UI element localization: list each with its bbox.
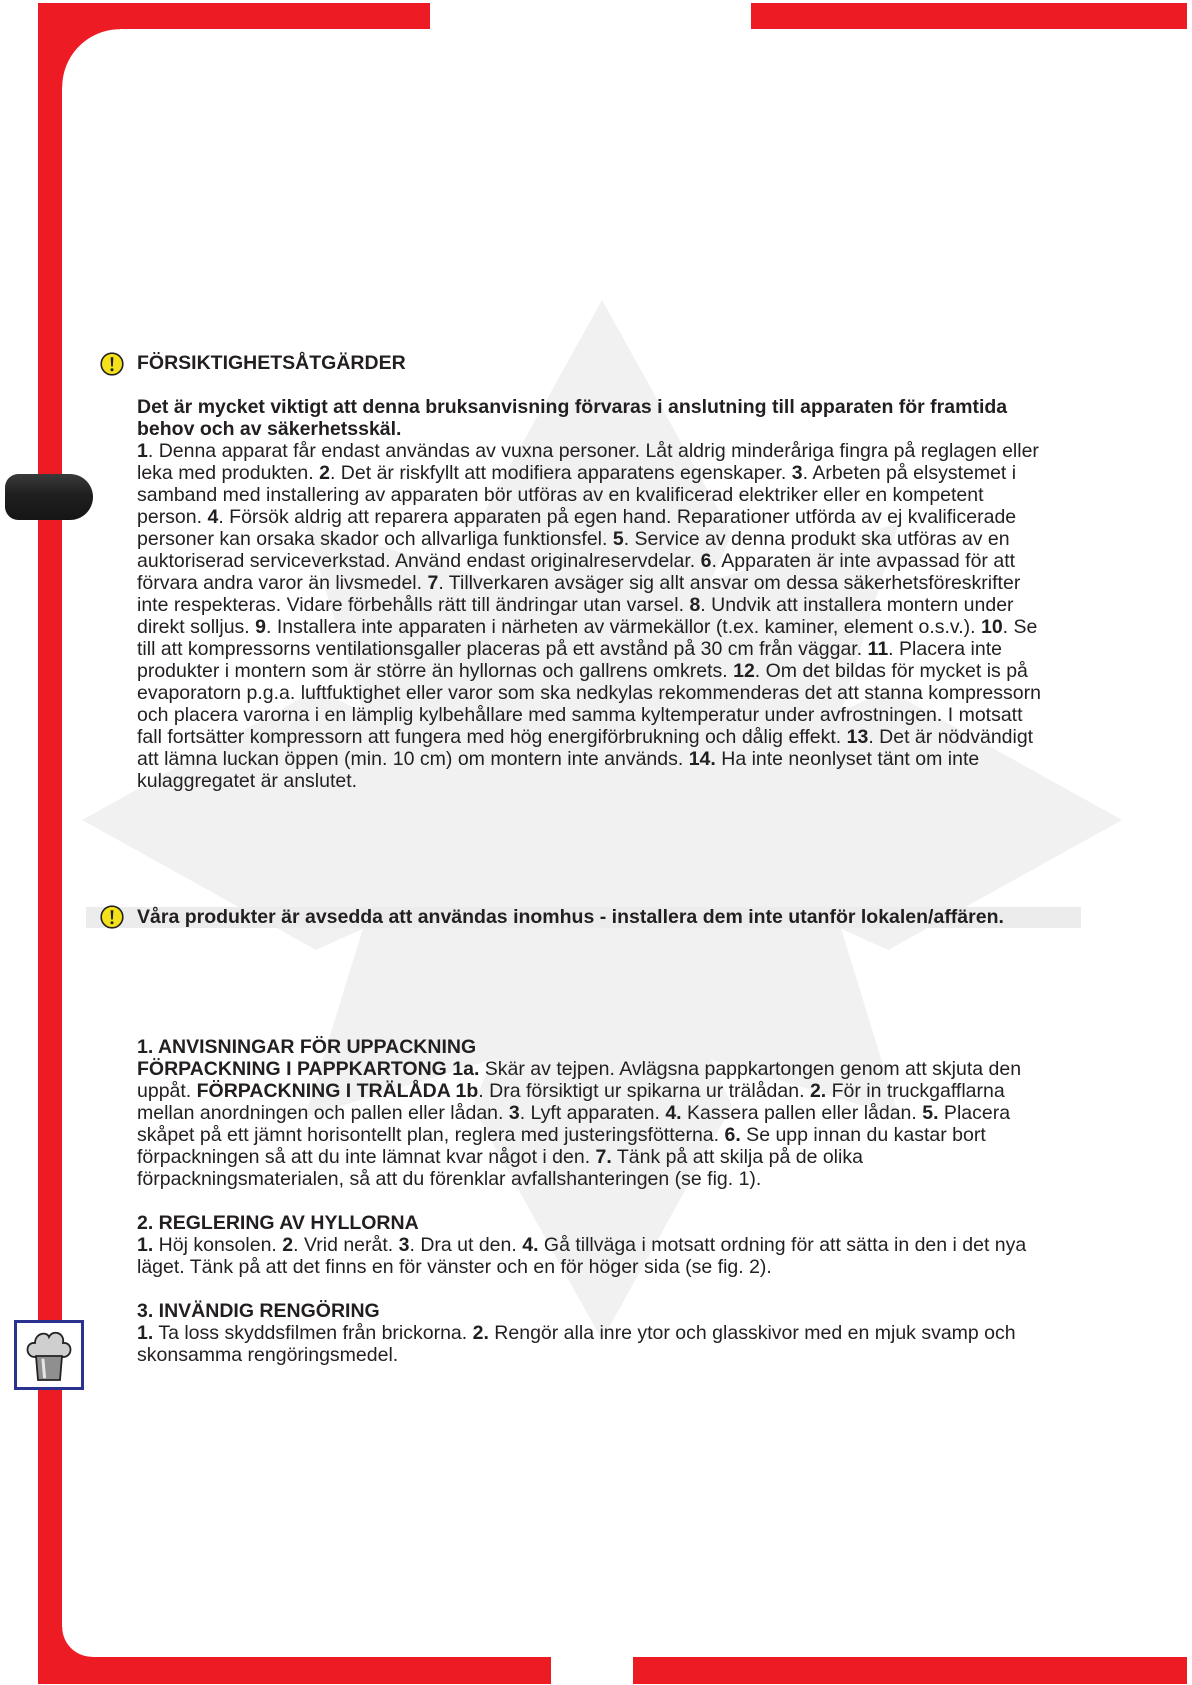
text-line [137, 440, 1041, 462]
text-line [137, 726, 1041, 748]
text-line [137, 1256, 1026, 1278]
text-run: inte respekteras. Vidare förbehålls rätt till ändringar utan varsel. [137, 594, 690, 616]
bold-run: 6 [700, 550, 712, 572]
bold-run: FÖRPACKNING I PAPPKARTONG 1a. [137, 1058, 480, 1080]
text-run: Se upp innan du kastar bort [740, 1124, 986, 1146]
indoor-warning [137, 906, 1004, 928]
bold-run: 5 [612, 528, 624, 550]
text-line [137, 638, 1041, 660]
bold-run: 8 [689, 594, 701, 616]
bold-run: 7 [427, 572, 439, 594]
text-run: skåpet på ett jämnt horisontellt plan, reglera med justeringsfötterna. [137, 1124, 725, 1146]
text-run: till att kompressorns ventilationsgaller placeras på ett avstånd på 30 cm från väggar. [137, 638, 868, 660]
text-run: personer kan orsaka skador och allvarliga funktionsfel. [137, 528, 613, 550]
bold-run: 4. [522, 1234, 539, 1256]
text-run: kulaggregatet är anslutet. [137, 770, 358, 792]
text-run: produkter i montern som är större än hyllornas och gallrens omkrets. [137, 660, 734, 682]
bold-run: 11 [867, 638, 889, 660]
text-run: . Dra försiktigt ur spikarna ur trälådan. [478, 1080, 810, 1102]
text-run: uppåt. [137, 1080, 197, 1102]
text-run: förpackningsmaterialen, så att du förenklar avfallshanteringen (se fig. 1). [137, 1168, 762, 1190]
section-shelf-adjustment [137, 1212, 1026, 1278]
text-run: fall fortsätter kompressorn att fungera med hög energiförbrukning och dålig effekt. [137, 726, 847, 748]
bold-run: 7. [595, 1146, 612, 1168]
text-line [137, 1168, 1026, 1190]
text-run: person. [137, 506, 208, 528]
frame-bottom-left-bar [38, 1657, 551, 1684]
text-run: leka med produkten. [137, 462, 320, 484]
indoor-warning-text: Våra produkter är avsedda att användas inomhus - installera dem inte utanför lokalen/affären. [137, 906, 1004, 928]
section-heading: 3. INVÄNDIG RENGÖRING [137, 1300, 380, 1322]
bold-run: FÖRPACKNING I TRÄLÅDA 1b [196, 1080, 479, 1102]
section-body [137, 1322, 1026, 1366]
bold-run: 13 [846, 726, 869, 748]
text-run: Ha inte neonlyset tänt om inte [715, 748, 980, 770]
text-run: Placera [938, 1102, 1011, 1124]
section-heading: 2. REGLERING AV HYLLORNA [137, 1212, 419, 1234]
text-run: förvara andra varor än livsmedel. [137, 572, 428, 594]
precautions-section [137, 352, 1041, 792]
bold-run: 10 [980, 616, 1003, 638]
text-line [137, 572, 1041, 594]
text-run: läget. Tänk på att det finns en för vänster och en för höger sida (se fig. 2). [137, 1256, 772, 1278]
bold-run: 2 [282, 1234, 294, 1256]
section-body [137, 1234, 1026, 1278]
section-body [137, 1058, 1026, 1190]
intro-paragraph [137, 396, 1041, 440]
language-tab [5, 474, 93, 520]
text-line [137, 1322, 1026, 1344]
bold-run: 5. [922, 1102, 939, 1124]
bold-run: 4 [207, 506, 219, 528]
chef-hat-icon [14, 1320, 84, 1390]
bold-run: 2. [472, 1322, 489, 1344]
bold-run: 1 [137, 440, 148, 462]
text-line [137, 704, 1041, 726]
warning-icon [100, 352, 124, 376]
bold-run: 9 [255, 616, 266, 638]
text-run: . Det är riskfyllt att modifiera apparatens egenskaper. [329, 462, 792, 484]
text-run: För in truckgafflarna [826, 1080, 1005, 1102]
section-heading: 1. ANVISNINGAR FÖR UPPACKNING [137, 1036, 477, 1058]
text-line [137, 550, 1041, 572]
bold-run: 1. [137, 1322, 154, 1344]
text-run: direkt solljus. [137, 616, 256, 638]
bold-run: 3 [508, 1102, 520, 1124]
text-line [137, 1234, 1026, 1256]
text-line [137, 616, 1041, 638]
text-run: Höj konsolen. [153, 1234, 283, 1256]
text-run: och placera varorna i en lämplig kylbehållare med samma kyltemperatur under avfrostningen. I motsatt [137, 704, 1023, 726]
text-run: samband med installering av apparaten bör utföras av en kvalificerad elektriker eller en kompetent [137, 484, 984, 506]
text-line [137, 748, 1041, 770]
bold-run: 1. [137, 1234, 154, 1256]
bold-run: 6. [724, 1124, 741, 1146]
text-line [137, 682, 1041, 704]
frame-top-right-bar [751, 3, 1187, 29]
frame-top-left-corner [62, 29, 120, 87]
text-run: . Installera inte apparaten i närheten av värmekällor (t.ex. kaminer, element o.s.v.). [265, 616, 981, 638]
frame-bottom-left-corner [62, 1627, 92, 1657]
warning-icon [100, 905, 124, 929]
text-line [137, 506, 1041, 528]
bold-run: 12 [733, 660, 755, 682]
text-run: Kassera pallen eller lådan. [681, 1102, 923, 1124]
text-run: att lämna luckan öppen (min. 10 cm) om montern inte används. [137, 748, 689, 770]
text-run: mellan anordningen och pallen eller lådan. [137, 1102, 509, 1124]
text-line [137, 1344, 1026, 1366]
text-run: . Om det bildas för mycket is på [754, 660, 1028, 682]
text-run: förpackningen så att du inte lämnat kvar något i den. [137, 1146, 596, 1168]
text-run: . Lyft apparaten. [519, 1102, 666, 1124]
text-run: . Dra ut den. [409, 1234, 523, 1256]
frame-left-band [38, 3, 62, 1684]
text-line [137, 484, 1041, 506]
text-run: . Tillverkaren avsäger sig allt ansvar om dessa säkerhetsföreskrifter [438, 572, 1021, 594]
text-line [137, 660, 1041, 682]
text-run: . Arbeten på elsystemet i [802, 462, 1017, 484]
text-run: . Det är nödvändigt [868, 726, 1034, 748]
intro-line: behov och av säkerhetsskäl. [137, 418, 402, 440]
bold-run: 3 [398, 1234, 410, 1256]
section-interior-cleaning [137, 1300, 1026, 1366]
text-line [137, 770, 1041, 792]
text-run: skonsamma rengöringsmedel. [137, 1344, 399, 1366]
text-run: . Placera inte [888, 638, 1002, 660]
text-run: Rengör alla inre ytor och glasskivor med en mjuk svamp och [488, 1322, 1016, 1344]
text-line [137, 1102, 1026, 1124]
text-run: Gå tillväga i motsatt ordning för att sätta in den i det nya [538, 1234, 1027, 1256]
text-line [137, 1080, 1026, 1102]
frame-top-left-bar [38, 3, 430, 29]
bold-run: 4. [665, 1102, 682, 1124]
text-run: . Denna apparat får endast användas av vuxna personer. Låt aldrig minderåriga fingra på reglagen eller [147, 440, 1039, 462]
text-run: Tänk på att skilja på de olika [611, 1146, 863, 1168]
text-run: . Vrid neråt. [293, 1234, 399, 1256]
section-heading: FÖRSIKTIGHETSÅTGÄRDER [137, 352, 406, 374]
text-line [137, 594, 1041, 616]
text-line [137, 462, 1041, 484]
bold-run: 3 [791, 462, 803, 484]
text-line [137, 1124, 1026, 1146]
frame-bottom-right-bar [633, 1657, 1187, 1684]
bold-run: 2 [319, 462, 330, 484]
bold-run: 2. [809, 1080, 827, 1102]
text-run: Ta loss skyddsfilmen från brickorna. [153, 1322, 473, 1344]
text-line [137, 1058, 1026, 1080]
text-run: auktoriserad serviceverkstad. Använd endast originalreservdelar. [137, 550, 701, 572]
intro-line: Det är mycket viktigt att denna bruksanvisning förvaras i anslutning till apparaten för framtida [137, 396, 1008, 418]
text-run: . Försök aldrig att reparera apparaten på egen hand. Reparationer utförda av ej kvalificerade [218, 506, 1017, 528]
text-run: . Service av denna produkt ska utföras av en [623, 528, 1010, 550]
section-unpacking [137, 1036, 1026, 1190]
text-run: Skär av tejpen. Avlägsna pappkartongen genom att skjuta den [479, 1058, 1022, 1080]
text-run: . Undvik att installera montern under [700, 594, 1014, 616]
text-run: evaporatorn p.g.a. luftfuktighet eller varor som ska nedkylas rekommenderas det att stanna kompressorn [137, 682, 1041, 704]
instruction-sections [137, 1036, 1026, 1366]
text-line [137, 528, 1041, 550]
text-line [137, 1146, 1026, 1168]
bold-run: 14. [688, 748, 716, 770]
text-run: . Se [1002, 616, 1038, 638]
precautions-body [137, 440, 1041, 792]
text-run: . Apparaten är inte avpassad för att [711, 550, 1016, 572]
